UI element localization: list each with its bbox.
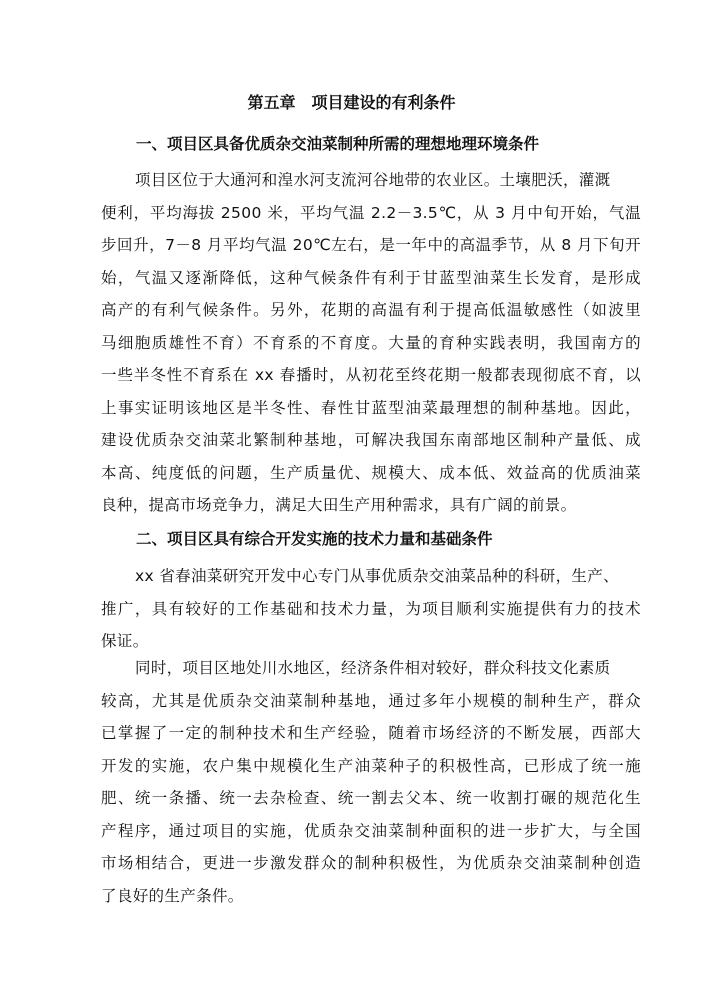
paragraph-line: 较高，尤其是优质杂交油菜制种基地，通过多年小规模的制种生产，群众 (101, 691, 641, 710)
paragraph-line: 马细胞质雄性不育）不育系的不育度。大量的育种实践表明，我国南方的 (101, 333, 641, 352)
paragraph-line: 产程序，通过项目的实施，优质杂交油菜制种面积的进一步扩大，与全国 (101, 821, 641, 840)
section-2-paragraph-2 (101, 652, 641, 912)
paragraph-line: 步回升，7－8 月平均气温 20℃左右，是一年中的高温季节，从 8 月下旬开 (101, 236, 641, 254)
paragraph-line: 便利，平均海拔 2500 米，平均气温 2.2－3.5℃，从 3 月中旬开始，气温 (101, 203, 641, 222)
paragraph-line: 本高、纯度低的问题，生产质量优、规模大、成本低、效益高的优质油菜 (101, 463, 641, 482)
paragraph-line: 肥、统一条播、统一去杂检查、统一割去父本、统一收割打碾的规范化生 (101, 789, 641, 807)
section-heading-2: 二、项目区具有综合开发实施的技术力量和基础条件 (136, 530, 493, 548)
paragraph-line: 同时，项目区地处川水地区，经济条件相对较好，群众科技文化素质 (135, 659, 611, 677)
paragraph-line: 推广，具有较好的工作基础和技术力量，为项目顺利实施提供有力的技术 (101, 599, 641, 618)
paragraph-line: 上事实证明该地区是半冬性、春性甘蓝型油菜最理想的制种基地。因此， (101, 398, 641, 417)
section-1-paragraph (101, 164, 641, 522)
paragraph-line: 项目区位于大通河和湟水河支流河谷地带的农业区。土壤肥沃，灌溉 (135, 171, 611, 189)
paragraph-line: 一些半冬性不育系在 xx 春播时，从初花至终花期一般都表现彻底不育，以 (101, 366, 641, 384)
paragraph-line: 建设优质杂交油菜北繁制种基地，可解决我国东南部地区制种产量低、成 (101, 431, 641, 449)
section-2-paragraph-1 (101, 560, 641, 658)
paragraph-line: 开发的实施，农户集中规模化生产油菜种子的积极性高，已形成了统一施 (101, 756, 641, 775)
paragraph-line: 了良好的生产条件。 (101, 886, 244, 905)
paragraph-line: 高产的有利气候条件。另外，花期的高温有利于提高低温敏感性（如波里 (101, 301, 641, 319)
section-heading-1: 一、项目区具备优质杂交油菜制种所需的理想地理环境条件 (136, 135, 540, 153)
paragraph-line: 已掌握了一定的制种技术和生产经验，随着市场经济的不断发展，西部大 (101, 724, 641, 742)
paragraph-line: 始，气温又逐渐降低，这种气候条件有利于甘蓝型油菜生长发育，是形成 (101, 268, 641, 287)
chapter-title: 第五章 项目建设的有利条件 (247, 93, 456, 112)
paragraph-line: xx 省春油菜研究开发中心专门从事优质杂交油菜品种的科研，生产、 (135, 567, 619, 585)
paragraph-line: 保证。 (101, 632, 149, 650)
paragraph-line: 良种，提高市场竞争力，满足大田生产用种需求，具有广阔的前景。 (101, 496, 577, 514)
paragraph-line: 市场相结合，更进一步激发群众的制种积极性，为优质杂交油菜制种创造 (101, 854, 641, 872)
